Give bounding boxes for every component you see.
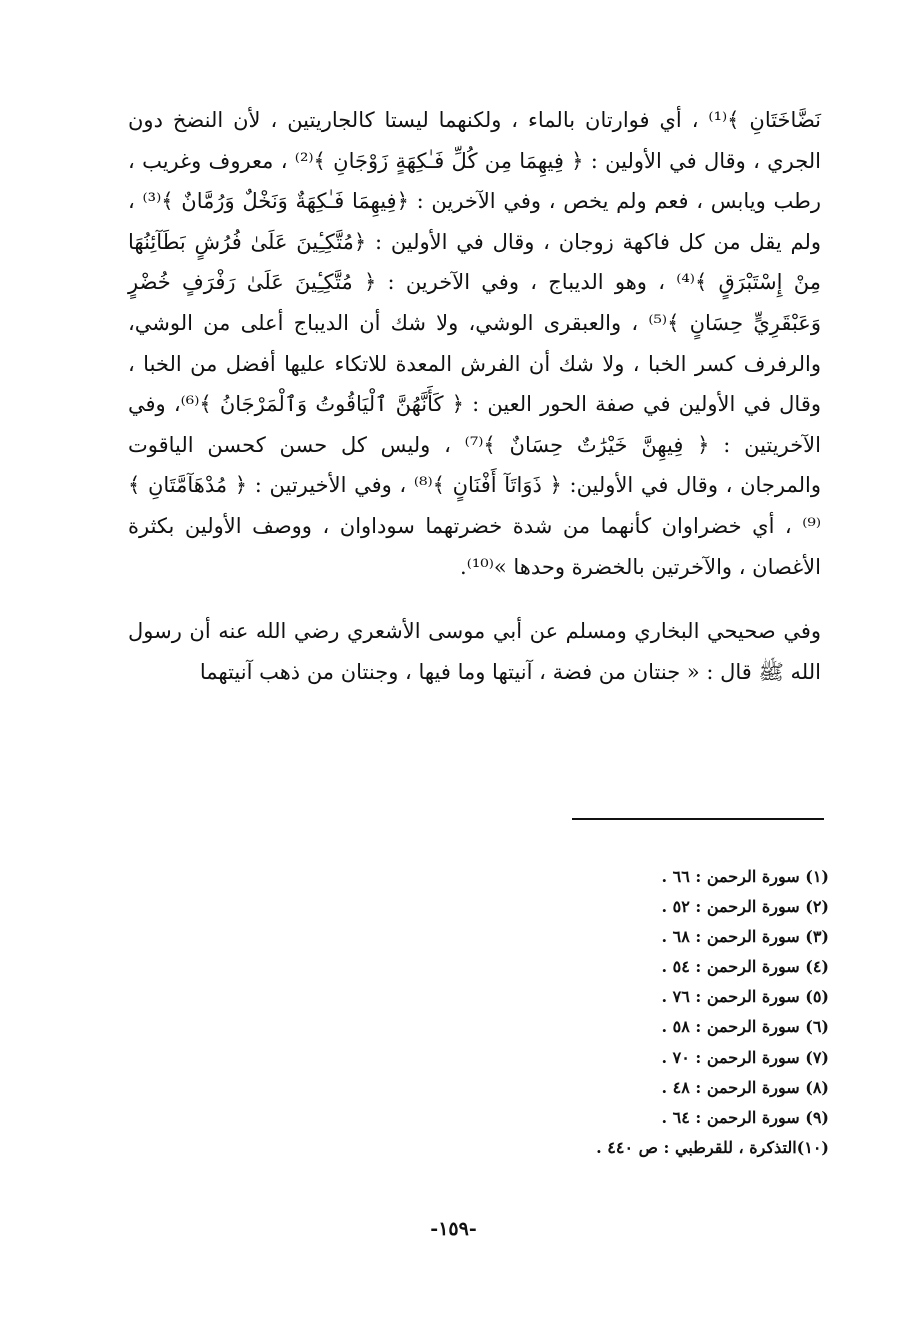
footnote-item: (٩) سورة الرحمن : ٦٤ . xyxy=(661,1107,829,1127)
footnote-item: (٦) سورة الرحمن : ٥٨ . xyxy=(661,1017,829,1037)
footnote-item: (٧) سورة الرحمن : ٧٠ . xyxy=(661,1047,829,1067)
footnote-item: (١٠)التذكرة ، للقرطبي : ص ٤٤٠ . xyxy=(596,1137,829,1157)
footnote-item: (٥) سورة الرحمن : ٧٦ . xyxy=(661,987,829,1007)
footnote-divider xyxy=(572,818,824,820)
main-text-block xyxy=(128,100,821,692)
footnotes-list xyxy=(429,862,829,1163)
body-paragraph: نَضَّاخَتَانِ ﴾⁽¹⁾ ، أي فوارتان بالماء ، ولكنهما ليستا كالجاريتين ، لأن النضخ دون الجري ، وقال في الأولين : ﴿ فِيهِمَا مِن كُلِّ فَـٰكِهَةٍ زَوْجَانِ ﴾⁽²⁾ ، معروف وغريب ، رطب ويابس ، فعم ولم يخص ، وفي الآخرين : ﴿فِيهِمَا فَـٰكِهَةٌ وَنَخْلٌ وَرُمَّانٌ ﴾⁽³⁾ ، ولم يقل من كل فاكهة زوجان ، وقال في الأولين : ﴿مُتَّكِـِٔينَ عَلَىٰ فُرُشٍ بَطَآئِنُهَا مِنْ إِسْتَبْرَقٍ ﴾⁽⁴⁾ ، وهو الديباج ، وفي الآخرين : ﴿ مُتَّكِـِٔينَ عَلَىٰ رَفْرَفٍ خُضْرٍ وَعَبْقَرِيٍّ حِسَانٍ ﴾⁽⁵⁾ ، والعبقرى الوشي، ولا شك أن الديباج أعلى من الوشي، والرفرف كسر الخبا ، ولا شك أن الفرش المعدة للاتكاء عليها أفضل من الخبا ، وقال في الأولين في صفة الحور العين : ﴿ كَأَنَّهُنَّ ٱلْيَاقُوتُ وَٱلْمَرْجَانُ ﴾⁽⁶⁾، وفي الآخريتين : ﴿ فِيهِنَّ خَيْرَٰتٌ حِسَانٌ ﴾⁽⁷⁾ ، وليس كل حسن كحسن الياقوت والمرجان ، وقال في الأولين: ﴿ ذَوَاتَآ أَفْنَانٍ ﴾⁽⁸⁾ ، وفي الأخيرتين : ﴿ مُدْهَآمَّتَانِ ﴾⁽⁹⁾ ، أي خضراوان كأنهما من شدة خضرتهما سوداوان ، ووصف الأولين بكثرة الأغصان ، والآخرتين بالخضرة وحدها »⁽¹⁰⁾. xyxy=(128,108,822,579)
footnote-item: (٤) سورة الرحمن : ٥٤ . xyxy=(661,957,829,977)
page-number: -١٥٩- xyxy=(430,1218,477,1240)
body-paragraph: وفي صحيحي البخاري ومسلم عن أبي موسى الأشعري رضي الله عنه أن رسول الله ﷺ قال : « جنتان من فضة ، آنيتها وما فيها ، وجنتان من ذهب آنيتهما xyxy=(128,619,821,684)
footnote-item: (٢) سورة الرحمن : ٥٢ . xyxy=(661,897,829,917)
footnote-item: (٨) سورة الرحمن : ٤٨ . xyxy=(661,1077,829,1097)
footnote-item: (٣) سورة الرحمن : ٦٨ . xyxy=(661,927,829,947)
footnote-item: (١) سورة الرحمن : ٦٦ . xyxy=(661,867,829,886)
